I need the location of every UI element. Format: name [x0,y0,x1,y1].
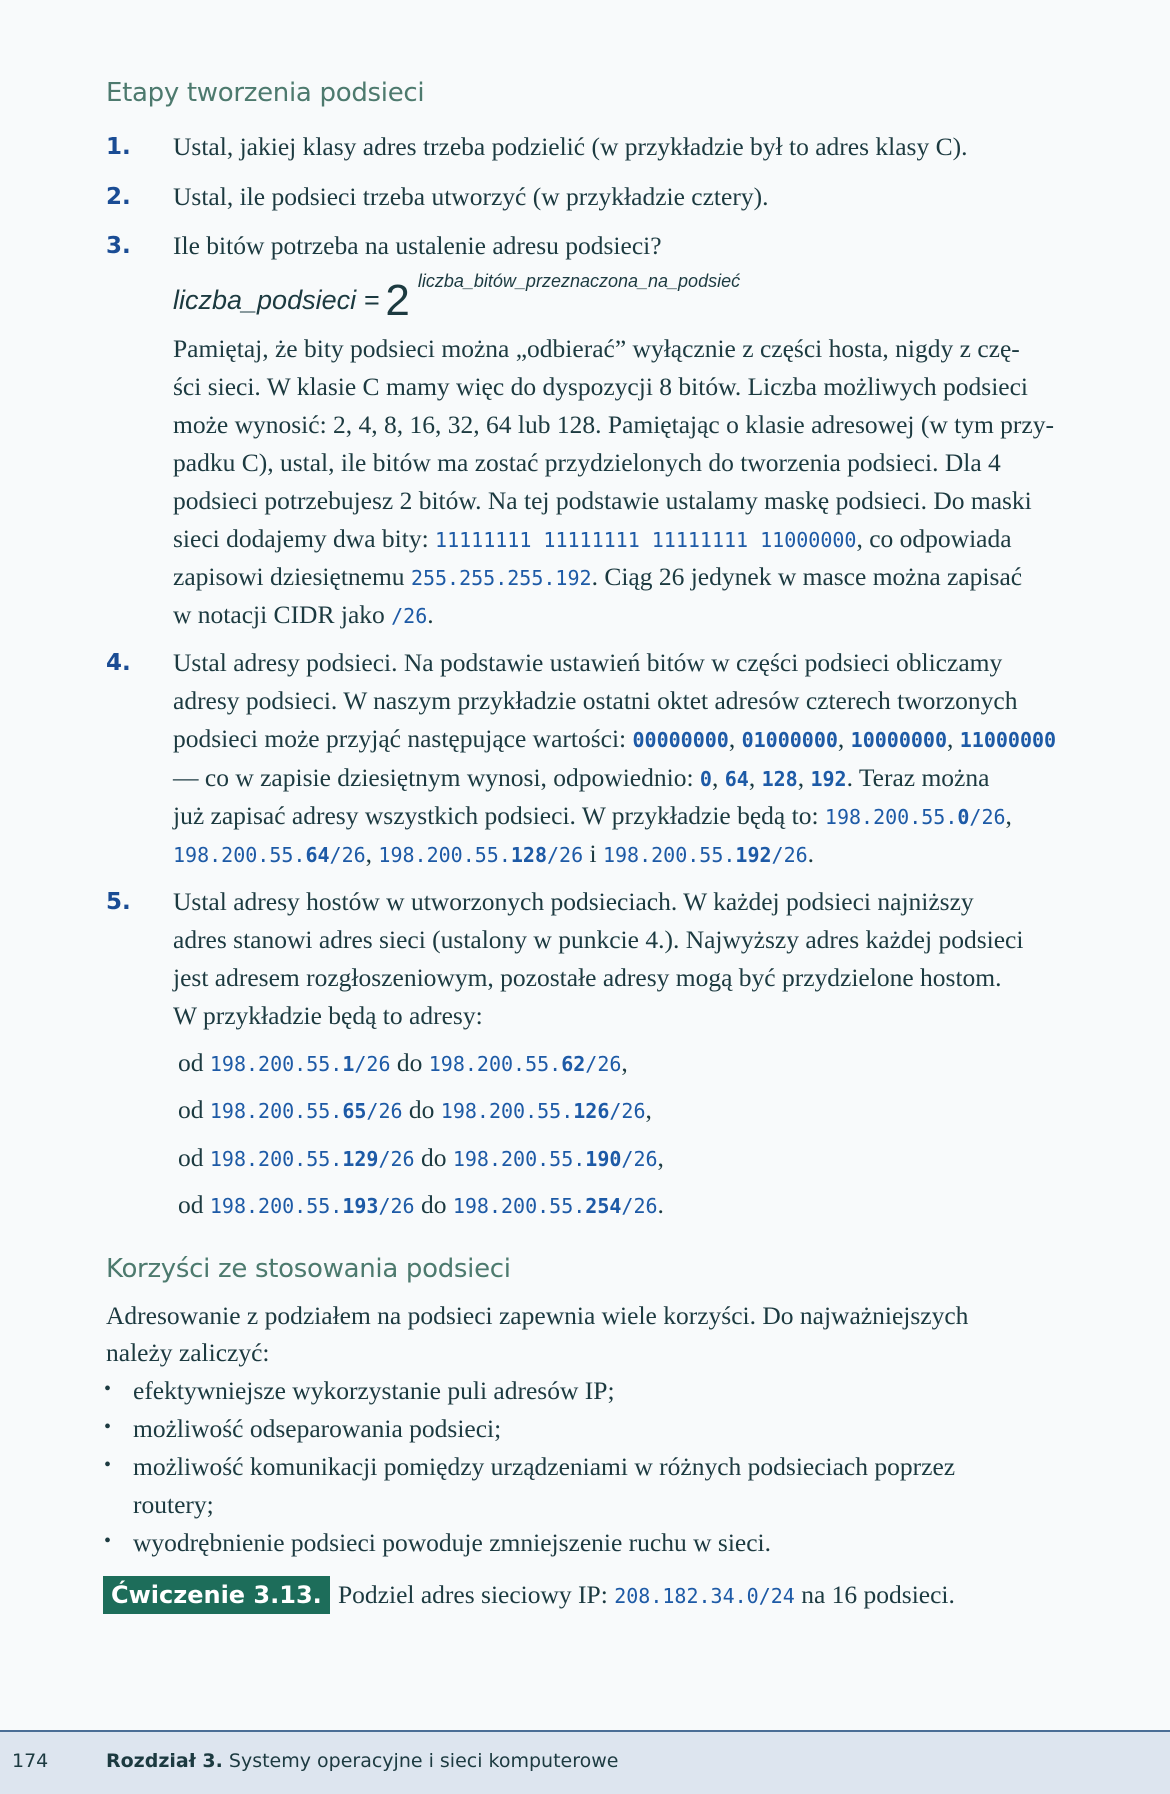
step-4-line-6: 198.200.55.64/26, 198.200.55.128/26 i 198.200.55.192/26. [173,839,815,868]
text: 192 [735,843,772,867]
host-address-last [453,1194,658,1218]
section-heading-subnet-steps: Etapy tworzenia podsieci [106,78,425,108]
subnet-address [603,843,808,867]
benefit-item: efektywniejsze wykorzystanie puli adresów IP; [133,1376,615,1405]
text: 198.200.55. [824,805,958,829]
text: zapisowi dziesiętnemu [173,562,411,591]
text: /26 [547,843,584,867]
host-range [178,1050,628,1076]
step-3-text: Ile bitów potrzeba na ustalenie adresu podsieci? [173,231,662,260]
text: /26 [329,843,366,867]
step-5-line-3: jest adresem rozgłoszeniowym, pozostałe adresy mogą być przydzielone hostom. [173,963,1002,992]
text: , [645,1095,652,1124]
text: 0 [957,805,970,829]
text: 198.200.55. [209,1147,343,1171]
host-address-last [441,1099,646,1123]
step-number-4: 4. [106,650,131,676]
chapter-running-title [106,1750,619,1772]
range-from-word: od [178,1190,204,1219]
text: , [621,1048,628,1077]
text: 190 [585,1147,622,1171]
step-4-line-5: już zapisać adresy wszystkich podsieci. W przykładzie będą to: 198.200.55.0/26, [173,801,1012,830]
benefit-item-continuation: routery; [133,1490,214,1519]
text: . [427,600,434,629]
text: już zapisać adresy wszystkich podsieci. W przykładzie będą to: [173,801,825,830]
octet-decimal: 128 [761,767,798,791]
host-address-first [210,1099,403,1123]
subnet-mask-decimal: 255.255.255.192 [410,566,592,590]
section-heading-benefits: Korzyści ze stosowania podsieci [106,1254,511,1284]
step-3-para-line-5: podsieci potrzebujesz 2 bitów. Na tej podstawie ustalamy maskę podsieci. Do maski [173,486,1032,515]
chapter-label: Rozdział 3. [106,1750,223,1772]
step-3-para-line-1: Pamiętaj, że bity podsieci można „odbierać” wyłącznie z części hosta, nigdy z czę- [173,334,1020,363]
text: podsieci może przyjąć następujące wartości: [173,724,633,753]
octet-binary: 11000000 [959,728,1057,752]
octet-binary: 10000000 [850,728,947,752]
page-number: 174 [12,1750,49,1772]
bullet-icon: • [104,1454,112,1476]
exercise-badge: Ćwiczenie 3.13. [103,1576,330,1614]
formula-lhs: liczba_podsieci = [173,285,380,315]
text: /26 [969,805,1006,829]
bullet-icon: • [104,1378,112,1400]
text: 198.200.55. [173,843,306,867]
cidr-notation: /26 [391,604,428,628]
text: Podziel adres sieciowy IP: [338,1580,615,1609]
text: 1 [342,1052,355,1076]
text: 254 [585,1194,622,1218]
octet-binary: 01000000 [741,728,838,752]
text: 65 [342,1099,367,1123]
subnet-address [825,805,1006,829]
host-range [178,1097,652,1123]
text: /26 [378,1147,415,1171]
text: — co w zapisie dziesiętnym wynosi, odpowiednio: [173,763,700,792]
benefits-intro-line-2: należy zaliczyć: [106,1338,270,1367]
step-2-text: Ustal, ile podsieci trzeba utworzyć (w przykładzie cztery). [173,182,769,211]
text: w notacji CIDR jako [173,600,392,629]
text: i [589,839,597,868]
range-to-word: do [420,1190,447,1219]
step-4-line-2: adresy podsieci. W naszym przykładzie ostatni oktet adresów czterech tworzonych [173,686,1018,715]
text: /26 [366,1099,403,1123]
subnet-address [378,843,583,867]
text: sieci dodajemy dwa bity: [173,524,436,553]
subnet-address [173,843,366,867]
text: 198.200.55. [452,1194,586,1218]
range-to-word: do [408,1095,435,1124]
text: 128 [510,843,547,867]
text: /26 [585,1052,622,1076]
step-5-line-1: Ustal adresy hostów w utworzonych podsieciach. W każdej podsieci najniższy [173,887,974,916]
step-3-para-line-7 [173,564,1022,590]
text: /26 [621,1147,658,1171]
host-address-first [210,1194,415,1218]
step-5-line-2: adres stanowi adres sieci (ustalony w punkcie 4.). Najwyższy adres każdej podsieci [173,925,1024,954]
text: 64 [305,843,330,867]
host-address-last [429,1052,622,1076]
text: /26 [378,1194,415,1218]
text: /26 [609,1099,646,1123]
text: 129 [342,1147,379,1171]
benefit-item: wyodrębnienie podsieci powoduje zmniejszenie ruchu w sieci. [133,1528,772,1557]
range-from-word: od [178,1095,204,1124]
octet-decimal: 64 [724,767,749,791]
step-3-para-line-3: może wynosić: 2, 4, 8, 16, 32, 64 lub 128. Pamiętając o klasie adresowej (w tym przy- [173,410,1054,439]
benefit-item: możliwość komunikacji pomiędzy urządzeniami w różnych podsieciach poprzez [133,1452,956,1481]
text: 198.200.55. [440,1099,574,1123]
text: /26 [354,1052,391,1076]
host-address-first [210,1052,391,1076]
text: 198.200.55. [378,843,511,867]
formula-exponent: liczba_bitów_przeznaczona_na_podsieć [417,271,741,291]
text: 126 [573,1099,610,1123]
octet-binary: 00000000 [632,728,729,752]
bullet-icon: • [104,1530,112,1552]
octet-decimal: 0 [699,767,712,791]
subnet-mask-binary: 11111111 11111111 11111111 11000000 [435,528,857,552]
range-from-word: od [178,1143,204,1172]
text: /26 [621,1194,658,1218]
step-number-3: 3. [106,233,131,259]
text: , co odpowiada [856,524,1012,553]
text: 198.200.55. [602,843,736,867]
host-range [178,1145,664,1171]
step-1-text: Ustal, jakiej klasy adres trzeba podzielić (w przykładzie był to adres klasy C). [173,132,968,161]
host-address-first [210,1147,415,1171]
step-3-para-line-6 [173,526,1012,552]
formula-base: 2 [385,276,410,325]
exercise-text [338,1582,955,1608]
benefit-item: możliwość odseparowania podsieci; [133,1414,502,1443]
text: 198.200.55. [428,1052,562,1076]
step-3-para-line-2: ści sieci. W klasie C mamy więc do dyspozycji 8 bitów. Liczba możliwych podsieci [173,372,1028,401]
step-number-1: 1. [106,134,131,160]
chapter-title: Systemy operacyjne i sieci komputerowe [222,1750,619,1772]
text: 198.200.55. [209,1099,343,1123]
step-4-line-1: Ustal adresy podsieci. Na podstawie ustawień bitów w części podsieci obliczamy [173,648,1003,677]
text: 198.200.55. [209,1194,343,1218]
bullet-icon: • [104,1416,112,1438]
step-4-line-4: — co w zapisie dziesiętnym wynosi, odpowiednio: 0, 64, 128, 192. Teraz można [173,763,990,792]
text: 198.200.55. [452,1147,586,1171]
text: 193 [342,1194,379,1218]
exercise-address: 208.182.34.0/24 [614,1584,795,1608]
step-3-para-line-4: padku C), ustal, ile bitów ma zostać przydzielonych do tworzenia podsieci. Dla 4 [173,448,1001,477]
range-to-word: do [420,1143,447,1172]
host-address-last [453,1147,658,1171]
step-number-5: 5. [106,889,131,915]
step-number-2: 2. [106,184,131,210]
step-4-line-3: podsieci może przyjąć następujące wartości: 00000000, 01000000, 10000000, 11000000 [173,724,1057,753]
step-3-para-line-8 [173,602,434,628]
text: 62 [561,1052,586,1076]
text: 198.200.55. [209,1052,343,1076]
text: /26 [771,843,808,867]
subnet-count-formula [173,271,741,326]
text: . Teraz można [846,763,990,792]
range-to-word: do [396,1048,423,1077]
text: . Ciąg 26 jedynek w masce można zapisać [591,562,1023,591]
octet-decimal: 192 [810,767,847,791]
range-from-word: od [178,1048,204,1077]
step-5-line-4: W przykładzie będą to adresy: [173,1001,483,1030]
text: na 16 podsieci. [794,1580,955,1609]
text: , [657,1143,664,1172]
host-range [178,1192,664,1218]
benefits-intro-line-1: Adresowanie z podziałem na podsieci zapewnia wiele korzyści. Do najważniejszych [106,1301,969,1330]
text: . [657,1190,664,1219]
